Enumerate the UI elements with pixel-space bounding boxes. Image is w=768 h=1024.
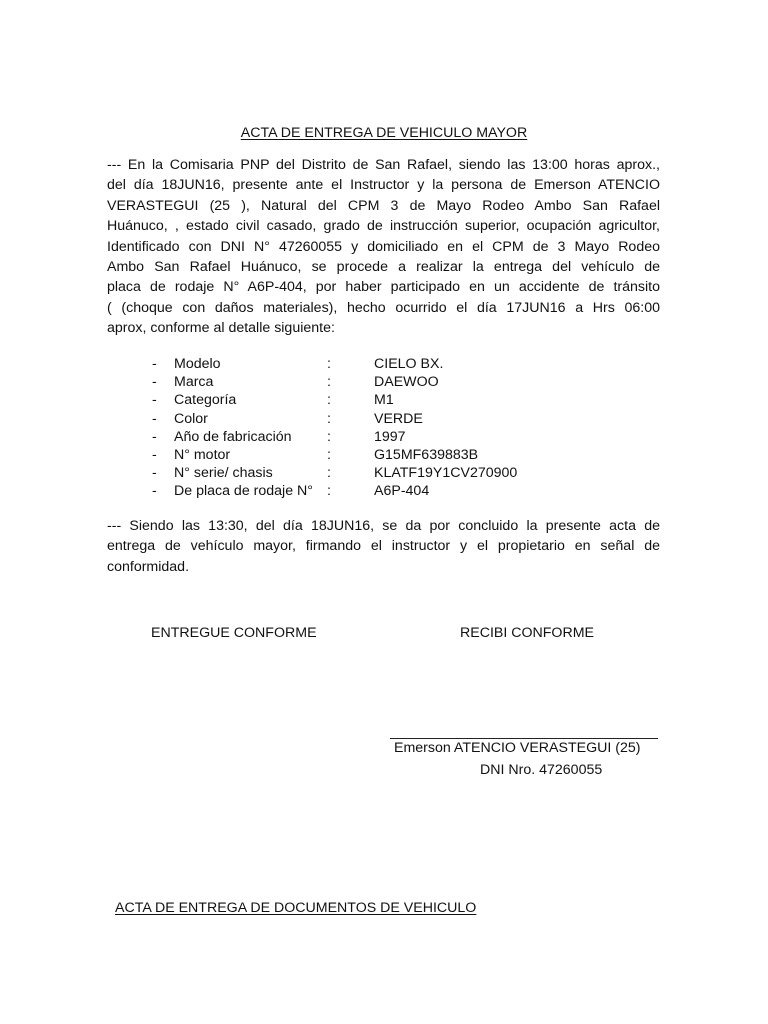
detail-label: N° motor — [174, 446, 231, 463]
intro-paragraph-line: Huánuco, , estado civil casado, grado de instrucción superior, ocupación agricultor, — [107, 218, 660, 235]
intro-paragraph-line: ( (choque con daños materiales), hecho ocurrido el día 17JUN16 a Hrs 06:00 — [107, 299, 660, 316]
list-bullet: - — [152, 410, 157, 427]
detail-label: Año de fabricación — [174, 428, 292, 445]
vehicle-details-list — [149, 355, 569, 501]
document-title: ACTA DE ENTREGA DE VEHICULO MAYOR — [240, 125, 528, 141]
detail-separator: : — [327, 465, 331, 482]
vehicle-detail-row — [149, 355, 569, 373]
detail-value: CIELO BX. — [374, 356, 444, 372]
signer-dni: DNI Nro. 47260055 — [480, 762, 603, 778]
closing-paragraph — [107, 516, 660, 577]
vehicle-detail-row — [149, 373, 569, 391]
intro-paragraph-line: aprox, conforme al detalle siguiente: — [107, 320, 335, 337]
received-by-label: RECIBI CONFORME — [460, 625, 594, 641]
signature-line — [390, 722, 658, 739]
vehicle-detail-row — [149, 482, 569, 500]
vehicle-detail-row — [149, 428, 569, 446]
list-bullet: - — [152, 356, 157, 372]
vehicle-detail-row — [149, 391, 569, 409]
detail-label: Modelo — [174, 356, 221, 372]
list-bullet: - — [152, 446, 157, 463]
detail-separator: : — [327, 356, 331, 372]
vehicle-detail-row — [149, 464, 569, 482]
closing-paragraph-line: entrega de vehículo mayor, firmando el instructor y el propietario en señal de — [107, 538, 660, 555]
second-section-title: ACTA DE ENTREGA DE DOCUMENTOS DE VEHICULO — [115, 900, 477, 916]
detail-value: DAEWOO — [374, 374, 439, 391]
intro-paragraph-line: --- En la Comisaria PNP del Distrito de San Rafael, siendo las 13:00 horas aprox., — [107, 157, 660, 173]
detail-value: G15MF639883B — [374, 446, 479, 463]
intro-paragraph-line: Identificado con DNI N° 47260055 y domiciliado en el CPM de 3 Mayo Rodeo — [107, 238, 660, 255]
signer-name: Emerson ATENCIO VERASTEGUI (25) — [394, 740, 641, 756]
list-bullet: - — [152, 374, 157, 391]
detail-label: De placa de rodaje N° — [174, 483, 313, 500]
vehicle-detail-row — [149, 446, 569, 464]
detail-label: N° serie/ chasis — [174, 465, 273, 482]
detail-value: M1 — [374, 392, 394, 409]
detail-label: Color — [174, 410, 208, 427]
detail-label: Marca — [174, 374, 214, 391]
detail-separator: : — [327, 410, 331, 427]
list-bullet: - — [152, 392, 157, 409]
detail-separator: : — [327, 392, 331, 409]
intro-paragraph — [107, 155, 660, 339]
intro-paragraph-line: del día 18JUN16, presente ante el Instructor y la persona de Emerson ATENCIO — [107, 177, 660, 194]
closing-paragraph-line: conformidad. — [107, 558, 190, 575]
intro-paragraph-line: Ambo San Rafael Huánuco, se procede a realizar la entrega del vehículo de — [107, 259, 660, 276]
detail-separator: : — [327, 446, 331, 463]
detail-label: Categoría — [174, 392, 237, 409]
intro-paragraph-line: placa de rodaje N° A6P-404, por haber participado en un accidente de tránsito — [107, 279, 660, 296]
detail-separator: : — [327, 483, 331, 500]
detail-value: KLATF19Y1CV270900 — [374, 465, 518, 482]
detail-value: VERDE — [374, 410, 423, 427]
detail-value: 1997 — [374, 428, 406, 445]
closing-paragraph-line: --- Siendo las 13:30, del día 18JUN16, se da por concluido la presente acta de — [107, 518, 660, 534]
list-bullet: - — [152, 465, 157, 482]
delivered-by-label: ENTREGUE CONFORME — [151, 625, 317, 641]
list-bullet: - — [152, 483, 157, 500]
list-bullet: - — [152, 428, 157, 445]
detail-separator: : — [327, 374, 331, 391]
intro-paragraph-line: VERASTEGUI (25 ), Natural del CPM 3 de Mayo Rodeo Ambo San Rafael — [107, 197, 660, 214]
detail-separator: : — [327, 428, 331, 445]
vehicle-detail-row — [149, 410, 569, 428]
detail-value: A6P-404 — [374, 483, 430, 500]
